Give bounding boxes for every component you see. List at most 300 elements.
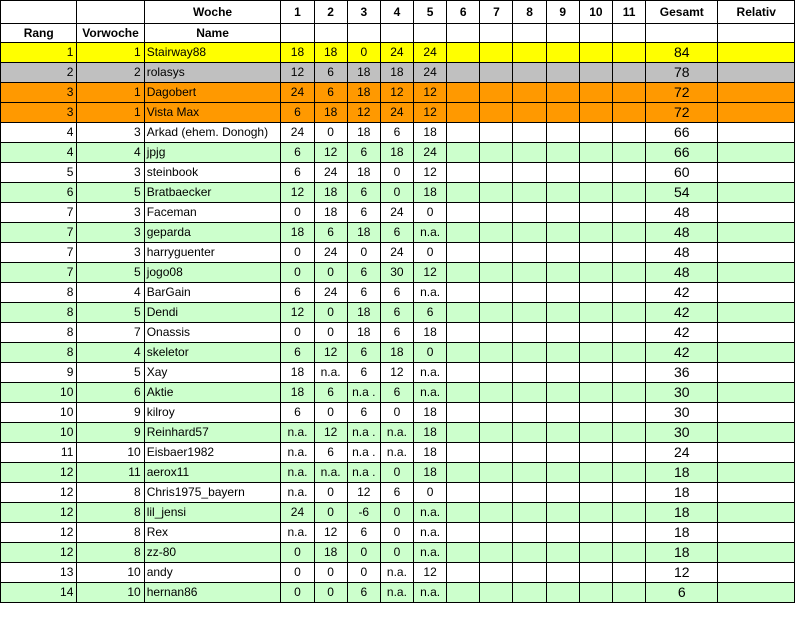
week-7-cell: [480, 143, 513, 163]
week-5-cell: n.a.: [414, 503, 447, 523]
gesamt-cell: 66: [646, 123, 718, 143]
week-5-cell: 0: [414, 203, 447, 223]
week-2-cell: 6: [314, 223, 347, 243]
week-6-cell: [447, 323, 480, 343]
week-4-cell: n.a.: [380, 423, 413, 443]
week-6-cell: [447, 203, 480, 223]
relativ-cell: [718, 303, 795, 323]
week-9-cell: [546, 463, 579, 483]
week-6-cell: [447, 503, 480, 523]
week-5-cell: 18: [414, 183, 447, 203]
vorwoche-cell: 8: [77, 523, 144, 543]
week-2-cell: 0: [314, 503, 347, 523]
week-3-cell: 6: [347, 583, 380, 603]
week-8-cell: [513, 583, 546, 603]
week-8-cell: [513, 83, 546, 103]
week-10-cell: [579, 523, 612, 543]
rang-cell: 9: [1, 363, 77, 383]
name-cell: Arkad (ehem. Donogh): [144, 123, 281, 143]
week-2-cell: n.a.: [314, 463, 347, 483]
week-7-cell: [480, 423, 513, 443]
week-7-cell: [480, 543, 513, 563]
week-1-cell: 0: [281, 563, 314, 583]
week-3-cell: 6: [347, 143, 380, 163]
gesamt-cell: 30: [646, 423, 718, 443]
week-5-cell: 18: [414, 323, 447, 343]
week-10-cell: [579, 183, 612, 203]
table-row: [1, 43, 795, 63]
vorwoche-cell: 3: [77, 223, 144, 243]
week-3-cell: 6: [347, 363, 380, 383]
week-7-cell: [480, 503, 513, 523]
week-9-cell: [546, 383, 579, 403]
header-week-8: 8: [513, 1, 546, 24]
rang-cell: 5: [1, 163, 77, 183]
week-6-cell: [447, 223, 480, 243]
week-2-cell: 0: [314, 323, 347, 343]
week-11-cell: [612, 163, 645, 183]
week-1-cell: 18: [281, 383, 314, 403]
vorwoche-cell: 8: [77, 483, 144, 503]
week-2-cell: 24: [314, 283, 347, 303]
week-4-cell: n.a.: [380, 563, 413, 583]
week-4-cell: 30: [380, 263, 413, 283]
week-2-cell: 6: [314, 83, 347, 103]
vorwoche-cell: 5: [77, 183, 144, 203]
header-week-10: 10: [579, 1, 612, 24]
week-4-cell: 0: [380, 403, 413, 423]
week-10-cell: [579, 563, 612, 583]
gesamt-cell: 18: [646, 483, 718, 503]
week-8-cell: [513, 183, 546, 203]
week-6-cell: [447, 423, 480, 443]
week-3-cell: 12: [347, 103, 380, 123]
header-woche: Woche: [144, 1, 281, 24]
week-6-cell: [447, 123, 480, 143]
week-8-cell: [513, 343, 546, 363]
week-8-cell: [513, 43, 546, 63]
week-4-cell: 0: [380, 523, 413, 543]
header-week-6: 6: [447, 1, 480, 24]
relativ-cell: [718, 503, 795, 523]
week-11-cell: [612, 483, 645, 503]
week-1-cell: 12: [281, 303, 314, 323]
week-8-cell: [513, 63, 546, 83]
header-row-week: [1, 1, 795, 24]
gesamt-cell: 30: [646, 403, 718, 423]
week-9-cell: [546, 343, 579, 363]
week-1-cell: 12: [281, 183, 314, 203]
week-1-cell: 6: [281, 403, 314, 423]
week-3-cell: 18: [347, 163, 380, 183]
week-9-cell: [546, 403, 579, 423]
rang-cell: 12: [1, 543, 77, 563]
week-4-cell: 24: [380, 43, 413, 63]
relativ-cell: [718, 323, 795, 343]
rang-cell: 4: [1, 123, 77, 143]
week-2-cell: 0: [314, 483, 347, 503]
week-7-cell: [480, 563, 513, 583]
week-1-cell: n.a.: [281, 483, 314, 503]
week-4-cell: 6: [380, 283, 413, 303]
header-week-5: 5: [414, 1, 447, 24]
rang-cell: 8: [1, 283, 77, 303]
week-6-cell: [447, 243, 480, 263]
gesamt-cell: 30: [646, 383, 718, 403]
week-10-cell: [579, 483, 612, 503]
vorwoche-cell: 2: [77, 63, 144, 83]
week-11-cell: [612, 563, 645, 583]
week-4-cell: 24: [380, 203, 413, 223]
week-10-cell: [579, 263, 612, 283]
week-1-cell: 18: [281, 223, 314, 243]
relativ-cell: [718, 283, 795, 303]
week-2-cell: 0: [314, 123, 347, 143]
table-row: [1, 363, 795, 383]
week-10-cell: [579, 323, 612, 343]
week-2-cell: 0: [314, 563, 347, 583]
week-5-cell: 12: [414, 263, 447, 283]
week-11-cell: [612, 503, 645, 523]
vorwoche-cell: 3: [77, 123, 144, 143]
week-11-cell: [612, 263, 645, 283]
week-10-cell: [579, 163, 612, 183]
header-week-4: 4: [380, 1, 413, 24]
week-1-cell: 18: [281, 43, 314, 63]
week-6-cell: [447, 163, 480, 183]
name-cell: Dendi: [144, 303, 281, 323]
week-7-cell: [480, 463, 513, 483]
vorwoche-cell: 5: [77, 303, 144, 323]
week-8-cell: [513, 123, 546, 143]
week-8-cell: [513, 383, 546, 403]
name-cell: hernan86: [144, 583, 281, 603]
week-8-cell: [513, 523, 546, 543]
week-4-cell: 18: [380, 143, 413, 163]
vorwoche-cell: 1: [77, 43, 144, 63]
week-1-cell: 24: [281, 123, 314, 143]
relativ-cell: [718, 563, 795, 583]
table-row: [1, 163, 795, 183]
table-row: [1, 143, 795, 163]
week-5-cell: n.a.: [414, 223, 447, 243]
week-3-cell: 0: [347, 543, 380, 563]
week-6-cell: [447, 363, 480, 383]
week-10-cell: [579, 143, 612, 163]
week-6-cell: [447, 403, 480, 423]
relativ-cell: [718, 543, 795, 563]
week-1-cell: n.a.: [281, 463, 314, 483]
week-11-cell: [612, 443, 645, 463]
week-9-cell: [546, 223, 579, 243]
week-1-cell: 0: [281, 583, 314, 603]
week-11-cell: [612, 143, 645, 163]
week-6-cell: [447, 543, 480, 563]
table-row: [1, 523, 795, 543]
relativ-cell: [718, 423, 795, 443]
week-2-cell: 18: [314, 543, 347, 563]
week-11-cell: [612, 543, 645, 563]
gesamt-cell: 18: [646, 503, 718, 523]
week-5-cell: 24: [414, 63, 447, 83]
week-6-cell: [447, 443, 480, 463]
name-cell: Reinhard57: [144, 423, 281, 443]
relativ-cell: [718, 443, 795, 463]
week-8-cell: [513, 143, 546, 163]
week-3-cell: n.a .: [347, 463, 380, 483]
week-3-cell: 18: [347, 303, 380, 323]
week-5-cell: 18: [414, 423, 447, 443]
week-10-cell: [579, 83, 612, 103]
week-5-cell: n.a.: [414, 283, 447, 303]
rang-cell: 7: [1, 263, 77, 283]
rang-cell: 3: [1, 103, 77, 123]
week-10-cell: [579, 363, 612, 383]
week-2-cell: 0: [314, 403, 347, 423]
week-2-cell: 0: [314, 583, 347, 603]
week-1-cell: 0: [281, 243, 314, 263]
week-9-cell: [546, 323, 579, 343]
vorwoche-cell: 10: [77, 443, 144, 463]
week-5-cell: 12: [414, 83, 447, 103]
table-row: [1, 263, 795, 283]
week-3-cell: 6: [347, 343, 380, 363]
week-11-cell: [612, 243, 645, 263]
name-cell: aerox11: [144, 463, 281, 483]
name-cell: Faceman: [144, 203, 281, 223]
week-3-cell: -6: [347, 503, 380, 523]
table-row: [1, 343, 795, 363]
week-8-cell: [513, 303, 546, 323]
week-3-cell: 18: [347, 123, 380, 143]
week-3-cell: 6: [347, 263, 380, 283]
gesamt-cell: 42: [646, 323, 718, 343]
week-11-cell: [612, 283, 645, 303]
week-9-cell: [546, 43, 579, 63]
week-4-cell: 6: [380, 323, 413, 343]
relativ-cell: [718, 123, 795, 143]
week-9-cell: [546, 63, 579, 83]
week-9-cell: [546, 263, 579, 283]
week-5-cell: 18: [414, 443, 447, 463]
week-7-cell: [480, 483, 513, 503]
week-7-cell: [480, 103, 513, 123]
name-cell: rolasys: [144, 63, 281, 83]
week-11-cell: [612, 103, 645, 123]
relativ-cell: [718, 163, 795, 183]
relativ-cell: [718, 223, 795, 243]
week-6-cell: [447, 563, 480, 583]
table-row: [1, 443, 795, 463]
rang-cell: 10: [1, 383, 77, 403]
relativ-cell: [718, 103, 795, 123]
relativ-cell: [718, 583, 795, 603]
week-1-cell: 6: [281, 103, 314, 123]
week-8-cell: [513, 163, 546, 183]
name-cell: Stairway88: [144, 43, 281, 63]
week-3-cell: 18: [347, 223, 380, 243]
week-3-cell: 0: [347, 43, 380, 63]
week-10-cell: [579, 403, 612, 423]
vorwoche-cell: 9: [77, 423, 144, 443]
relativ-cell: [718, 263, 795, 283]
week-7-cell: [480, 223, 513, 243]
week-7-cell: [480, 363, 513, 383]
week-10-cell: [579, 283, 612, 303]
week-2-cell: 18: [314, 183, 347, 203]
week-11-cell: [612, 83, 645, 103]
week-4-cell: 18: [380, 343, 413, 363]
week-8-cell: [513, 363, 546, 383]
name-cell: geparda: [144, 223, 281, 243]
week-8-cell: [513, 323, 546, 343]
week-9-cell: [546, 523, 579, 543]
week-5-cell: 12: [414, 163, 447, 183]
week-2-cell: 18: [314, 103, 347, 123]
week-11-cell: [612, 343, 645, 363]
week-6-cell: [447, 483, 480, 503]
week-2-cell: 6: [314, 443, 347, 463]
gesamt-cell: 18: [646, 543, 718, 563]
vorwoche-cell: 1: [77, 83, 144, 103]
week-9-cell: [546, 243, 579, 263]
name-cell: skeletor: [144, 343, 281, 363]
rang-cell: 14: [1, 583, 77, 603]
vorwoche-cell: 4: [77, 143, 144, 163]
week-1-cell: 6: [281, 143, 314, 163]
week-5-cell: 12: [414, 563, 447, 583]
relativ-cell: [718, 183, 795, 203]
relativ-cell: [718, 63, 795, 83]
name-cell: zz-80: [144, 543, 281, 563]
header-vorwoche: Vorwoche: [77, 24, 144, 43]
week-1-cell: 18: [281, 363, 314, 383]
week-10-cell: [579, 303, 612, 323]
week-11-cell: [612, 223, 645, 243]
rang-cell: 8: [1, 343, 77, 363]
week-9-cell: [546, 543, 579, 563]
name-cell: harryguenter: [144, 243, 281, 263]
week-1-cell: 0: [281, 323, 314, 343]
week-5-cell: 0: [414, 243, 447, 263]
header-blank-vorwoche: [77, 1, 144, 24]
week-1-cell: 0: [281, 263, 314, 283]
week-3-cell: 6: [347, 283, 380, 303]
week-6-cell: [447, 583, 480, 603]
week-6-cell: [447, 523, 480, 543]
week-1-cell: 12: [281, 63, 314, 83]
header-week-9: 9: [546, 1, 579, 24]
table-row: [1, 483, 795, 503]
week-2-cell: 6: [314, 63, 347, 83]
week-2-cell: 12: [314, 423, 347, 443]
relativ-cell: [718, 243, 795, 263]
week-4-cell: 0: [380, 463, 413, 483]
header-week-2: 2: [314, 1, 347, 24]
week-8-cell: [513, 203, 546, 223]
vorwoche-cell: 9: [77, 403, 144, 423]
header-blank-rang: [1, 1, 77, 24]
week-10-cell: [579, 243, 612, 263]
week-3-cell: 12: [347, 483, 380, 503]
week-8-cell: [513, 563, 546, 583]
gesamt-cell: 18: [646, 463, 718, 483]
week-10-cell: [579, 423, 612, 443]
header-rang: Rang: [1, 24, 77, 43]
week-9-cell: [546, 303, 579, 323]
week-10-cell: [579, 123, 612, 143]
week-5-cell: 24: [414, 43, 447, 63]
week-4-cell: n.a.: [380, 583, 413, 603]
week-6-cell: [447, 283, 480, 303]
week-6-cell: [447, 183, 480, 203]
name-cell: steinbook: [144, 163, 281, 183]
week-4-cell: 6: [380, 223, 413, 243]
gesamt-cell: 66: [646, 143, 718, 163]
week-3-cell: 6: [347, 403, 380, 423]
table-row: [1, 323, 795, 343]
week-7-cell: [480, 303, 513, 323]
week-11-cell: [612, 303, 645, 323]
week-3-cell: 6: [347, 203, 380, 223]
week-7-cell: [480, 183, 513, 203]
vorwoche-cell: 11: [77, 463, 144, 483]
week-4-cell: n.a.: [380, 443, 413, 463]
week-4-cell: 18: [380, 63, 413, 83]
week-6-cell: [447, 103, 480, 123]
table-row: [1, 463, 795, 483]
week-8-cell: [513, 223, 546, 243]
week-2-cell: 0: [314, 263, 347, 283]
relativ-cell: [718, 483, 795, 503]
week-7-cell: [480, 443, 513, 463]
week-4-cell: 0: [380, 163, 413, 183]
relativ-cell: [718, 203, 795, 223]
vorwoche-cell: 3: [77, 163, 144, 183]
week-4-cell: 12: [380, 83, 413, 103]
week-1-cell: 24: [281, 83, 314, 103]
week-9-cell: [546, 283, 579, 303]
week-4-cell: 0: [380, 503, 413, 523]
name-cell: jpjg: [144, 143, 281, 163]
week-6-cell: [447, 143, 480, 163]
week-6-cell: [447, 63, 480, 83]
gesamt-cell: 42: [646, 303, 718, 323]
week-1-cell: 6: [281, 283, 314, 303]
name-cell: lil_jensi: [144, 503, 281, 523]
rang-cell: 13: [1, 563, 77, 583]
week-10-cell: [579, 503, 612, 523]
vorwoche-cell: 6: [77, 383, 144, 403]
name-cell: Eisbaer1982: [144, 443, 281, 463]
name-cell: Xay: [144, 363, 281, 383]
name-cell: Aktie: [144, 383, 281, 403]
vorwoche-cell: 4: [77, 283, 144, 303]
table-row: [1, 303, 795, 323]
week-3-cell: n.a .: [347, 383, 380, 403]
header-row-columns: [1, 24, 795, 43]
name-cell: andy: [144, 563, 281, 583]
name-cell: Rex: [144, 523, 281, 543]
week-8-cell: [513, 543, 546, 563]
week-1-cell: n.a.: [281, 443, 314, 463]
week-11-cell: [612, 43, 645, 63]
relativ-cell: [718, 383, 795, 403]
week-8-cell: [513, 263, 546, 283]
week-11-cell: [612, 183, 645, 203]
week-7-cell: [480, 283, 513, 303]
week-11-cell: [612, 63, 645, 83]
